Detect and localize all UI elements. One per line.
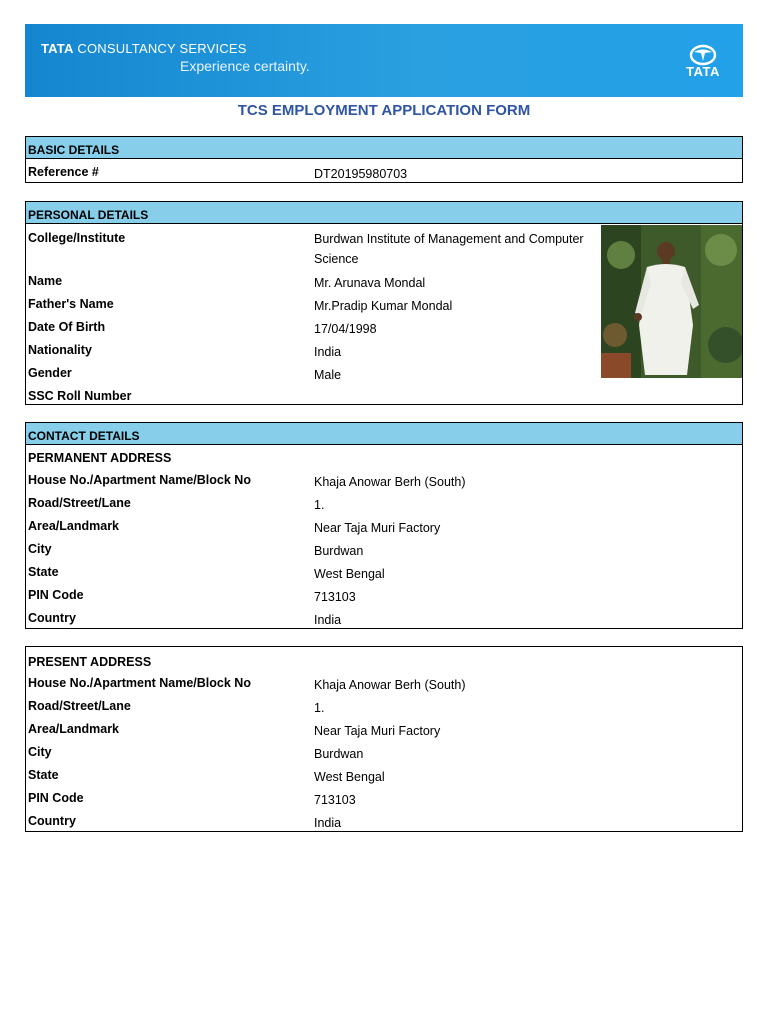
field-label: Road/Street/Lane bbox=[28, 496, 131, 510]
section-header: PERSONAL DETAILS bbox=[26, 202, 742, 224]
field-label: Reference # bbox=[28, 165, 99, 179]
nationality-value: India bbox=[314, 345, 342, 359]
state-row bbox=[26, 768, 742, 788]
country-value: India bbox=[314, 816, 342, 830]
dob-value: 17/04/1998 bbox=[314, 322, 377, 336]
college-value-cont: Science bbox=[314, 252, 359, 266]
permanent-address-heading: PERMANENT ADDRESS bbox=[28, 451, 172, 465]
road-row bbox=[26, 699, 742, 719]
college-value: Burdwan Institute of Management and Computer bbox=[314, 232, 584, 246]
gender-value: Male bbox=[314, 368, 342, 382]
name-value: Mr. Arunava Mondal bbox=[314, 276, 426, 290]
field-label: SSC Roll Number bbox=[28, 389, 132, 403]
house-row bbox=[26, 473, 742, 493]
field-label: Nationality bbox=[28, 343, 92, 357]
country-row bbox=[26, 611, 742, 627]
field-label: House No./Apartment Name/Block No bbox=[28, 676, 251, 690]
road-value: 1. bbox=[314, 498, 325, 512]
city-row bbox=[26, 542, 742, 562]
field-label: Father's Name bbox=[28, 297, 114, 311]
country-row bbox=[26, 814, 742, 830]
brand-name: TATA CONSULTANCY SERVICES bbox=[41, 41, 247, 56]
field-label: Gender bbox=[28, 366, 72, 380]
field-label: Road/Street/Lane bbox=[28, 699, 131, 713]
field-label: Country bbox=[28, 611, 76, 625]
brand-tagline: Experience certainty. bbox=[180, 58, 310, 74]
ssc-row bbox=[26, 389, 742, 403]
area-row bbox=[26, 722, 742, 742]
field-label: City bbox=[28, 745, 52, 759]
field-label: Name bbox=[28, 274, 63, 288]
field-label: State bbox=[28, 768, 59, 782]
section-header: BASIC DETAILS bbox=[26, 137, 742, 159]
field-label: Date Of Birth bbox=[28, 320, 106, 334]
reference-value: DT20195980703 bbox=[314, 167, 408, 181]
pin-row bbox=[26, 588, 742, 608]
field-label: Area/Landmark bbox=[28, 722, 120, 736]
area-value: Near Taja Muri Factory bbox=[314, 521, 441, 535]
house-value: Khaja Anowar Berh (South) bbox=[314, 475, 466, 489]
field-label: College/Institute bbox=[28, 231, 126, 245]
field-label: PIN Code bbox=[28, 588, 84, 602]
reference-row bbox=[26, 165, 742, 185]
area-row bbox=[26, 519, 742, 539]
city-value: Burdwan bbox=[314, 747, 364, 761]
road-value: 1. bbox=[314, 701, 325, 715]
house-row bbox=[26, 676, 742, 696]
tata-logo-text: TATA bbox=[686, 64, 720, 79]
field-label: State bbox=[28, 565, 59, 579]
section-header: CONTACT DETAILS bbox=[26, 423, 742, 445]
field-label: Country bbox=[28, 814, 76, 828]
house-value: Khaja Anowar Berh (South) bbox=[314, 678, 466, 692]
field-label: PIN Code bbox=[28, 791, 84, 805]
header-banner bbox=[25, 24, 743, 97]
personal-details-section bbox=[25, 201, 743, 405]
city-row bbox=[26, 745, 742, 765]
field-label: Area/Landmark bbox=[28, 519, 120, 533]
field-label: City bbox=[28, 542, 52, 556]
pin-value: 713103 bbox=[314, 793, 356, 807]
state-value: West Bengal bbox=[314, 567, 385, 581]
state-value: West Bengal bbox=[314, 770, 385, 784]
country-value: India bbox=[314, 613, 342, 627]
applicant-photo bbox=[601, 225, 742, 378]
father-name-value: Mr.Pradip Kumar Mondal bbox=[314, 299, 453, 313]
pin-row bbox=[26, 791, 742, 811]
present-address-heading: PRESENT ADDRESS bbox=[28, 655, 152, 669]
state-row bbox=[26, 565, 742, 585]
area-value: Near Taja Muri Factory bbox=[314, 724, 441, 738]
present-address-section bbox=[25, 646, 743, 832]
field-label: House No./Apartment Name/Block No bbox=[28, 473, 251, 487]
pin-value: 713103 bbox=[314, 590, 356, 604]
road-row bbox=[26, 496, 742, 516]
city-value: Burdwan bbox=[314, 544, 364, 558]
contact-details-section bbox=[25, 422, 743, 629]
basic-details-section bbox=[25, 136, 743, 183]
form-title: TCS EMPLOYMENT APPLICATION FORM bbox=[237, 102, 531, 119]
